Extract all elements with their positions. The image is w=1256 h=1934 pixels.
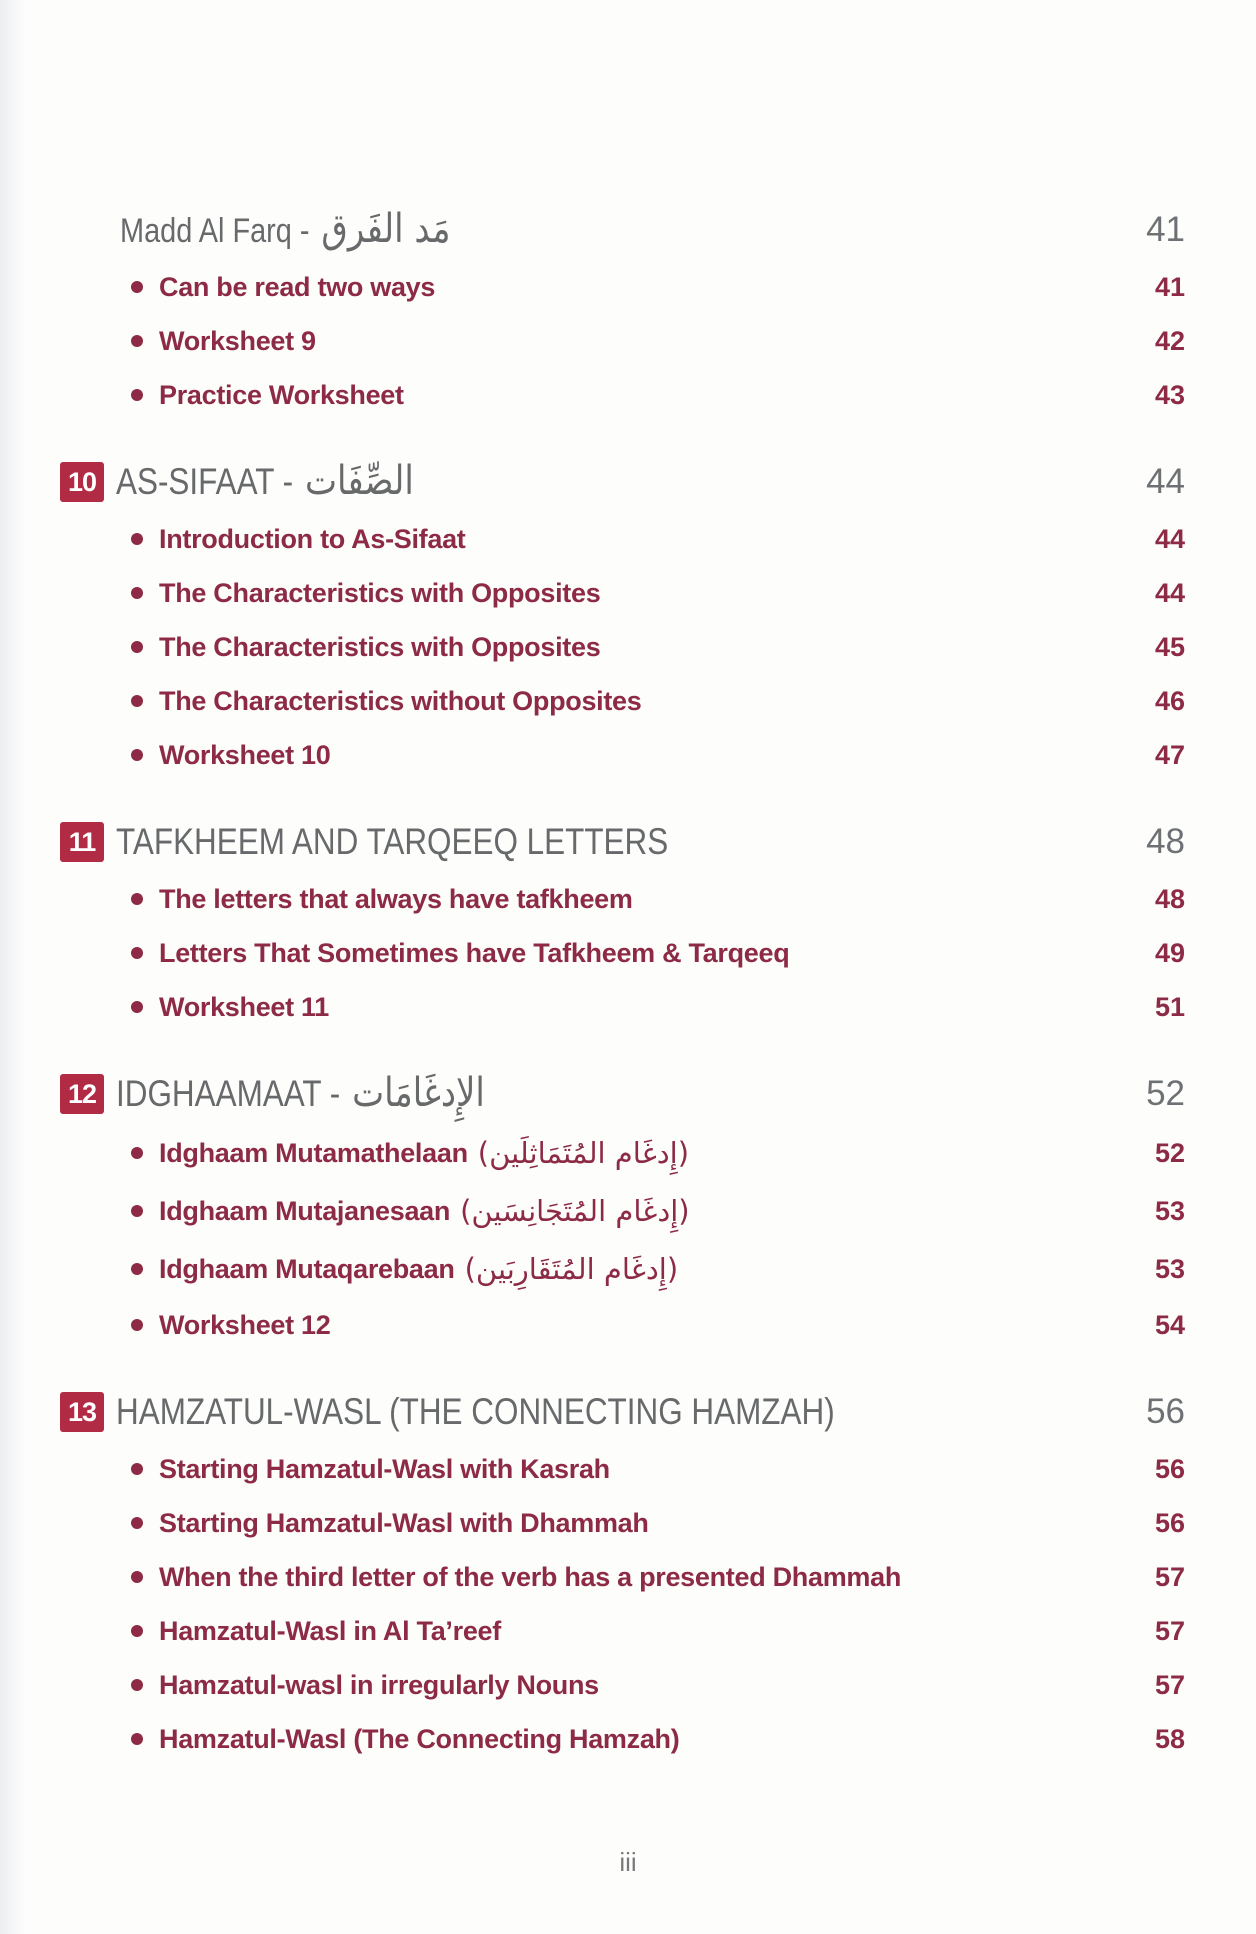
bullet-icon [131,389,143,401]
toc-entry-label: When the third letter of the verb has a presented Dhammah [159,1561,902,1592]
page-number: 53 [1154,1195,1185,1226]
page-number: 52 [1146,1074,1185,1113]
page-footer-folio: iii [619,1846,637,1877]
toc-entry [0,728,1256,782]
page-number: 42 [1154,325,1185,356]
subchapter-title-arabic: مَد الفَرق [321,206,451,252]
page-number: 58 [1154,1723,1185,1754]
bullet-icon [131,749,143,761]
toc-entry [0,1496,1256,1550]
toc-entry-label: Idghaam Mutamathelaan [159,1137,468,1168]
toc-entry [0,1240,1256,1298]
toc-section-idghaamaat [0,1064,1256,1352]
chapter-heading [0,812,1256,872]
toc-entry [0,1442,1256,1496]
toc-entry [0,512,1256,566]
page-number: 56 [1154,1507,1185,1538]
toc-entry [0,872,1256,926]
bullet-icon [131,587,143,599]
chapter-title-latin: HAMZATUL-WASL (THE CONNECTING HAMZAH) [116,1391,835,1432]
toc-section-madd-al-farq [0,200,1256,422]
bullet-icon [131,1571,143,1583]
bullet-icon [131,1205,143,1217]
page-number: 57 [1154,1669,1185,1700]
bullet-icon [131,1147,143,1159]
toc-entry-label: Worksheet 12 [159,1309,331,1340]
toc-entry [0,368,1256,422]
toc-entry-label: Hamzatul-Wasl in Al Ta’reef [159,1615,501,1646]
toc-entry [0,620,1256,674]
toc-entry [0,674,1256,728]
chapter-heading [0,1382,1256,1442]
toc-entry-label: Idghaam Mutaqarebaan [159,1253,455,1284]
bullet-icon [131,1263,143,1275]
bullet-icon [131,1625,143,1637]
bullet-icon [131,947,143,959]
bullet-icon [131,641,143,653]
bullet-icon [131,1679,143,1691]
toc-entry-label: Starting Hamzatul-Wasl with Kasrah [159,1453,610,1484]
toc-entry [0,260,1256,314]
chapter-heading [0,452,1256,512]
page-number: 51 [1154,991,1185,1022]
toc-entry [0,314,1256,368]
page-number: 48 [1146,822,1185,861]
page-number: 54 [1154,1309,1185,1340]
page-number: 45 [1154,631,1185,662]
chapter-title [116,1391,835,1433]
bullet-icon [131,1319,143,1331]
bullet-icon [131,893,143,905]
toc-entry-label: Can be read two ways [159,271,436,302]
subchapter-title-latin: Madd Al Farq - [120,212,310,250]
page-number: 41 [1154,271,1185,302]
page-number: 41 [1146,210,1185,249]
toc-entry [0,1550,1256,1604]
toc-entry-arabic: (إِدغَام المُتَجَانِسَين) [460,1193,690,1228]
toc-entry-arabic: (إِدغَام المُتَقَارِبَين) [464,1251,679,1286]
bullet-icon [131,533,143,545]
page-number: 43 [1154,379,1185,410]
toc-entry [0,1658,1256,1712]
page-number: 44 [1154,577,1185,608]
toc-entry [0,1298,1256,1352]
toc-entry-label: Hamzatul-wasl in irregularly Nouns [159,1669,599,1700]
toc-entry-label: The letters that always have tafkheem [159,883,633,914]
chapter-title [116,821,668,863]
subchapter-heading [0,200,1256,260]
bullet-icon [131,1001,143,1013]
page-number: 52 [1154,1137,1185,1168]
bullet-icon [131,281,143,293]
page-number: 53 [1154,1253,1185,1284]
chapter-number-badge: 12 [60,1074,104,1114]
page-number: 47 [1154,739,1185,770]
page-number: 44 [1146,462,1185,501]
page-number: 44 [1154,523,1185,554]
toc-entry-label: Worksheet 9 [159,325,316,356]
chapter-title-arabic: الإِدغَامَات [352,1070,485,1116]
bullet-icon [131,695,143,707]
toc-entry-label: The Characteristics with Opposites [159,631,601,662]
toc-entry-label: Worksheet 11 [159,991,329,1022]
toc-section-hamzatul-wasl [0,1382,1256,1766]
toc-section-as-sifaat [0,452,1256,782]
page-number: 56 [1154,1453,1185,1484]
chapter-number-badge: 11 [60,822,104,862]
bullet-icon [131,1463,143,1475]
toc-entry [0,1182,1256,1240]
toc-entry-label: The Characteristics with Opposites [159,577,601,608]
page-number: 56 [1146,1392,1185,1431]
chapter-title-latin: TAFKHEEM AND TARQEEQ LETTERS [116,821,669,862]
subchapter-title [120,206,451,252]
toc-entry [0,1712,1256,1766]
page-number: 57 [1154,1615,1185,1646]
page-number: 57 [1154,1561,1185,1592]
page-number: 49 [1154,937,1185,968]
chapter-title-latin: AS-SIFAAT - [116,461,294,502]
toc-entry [0,1124,1256,1182]
bullet-icon [131,1733,143,1745]
toc-entry [0,566,1256,620]
toc-entry-label: Worksheet 10 [159,739,331,770]
chapter-title [116,1070,485,1116]
toc-entry-label: Letters That Sometimes have Tafkheem & Tarqeeq [159,937,790,968]
toc-entry-label: The Characteristics without Opposites [159,685,642,716]
toc-section-tafkheem-tarqeeq [0,812,1256,1034]
toc-entry-label: Idghaam Mutajanesaan [159,1195,451,1226]
bullet-icon [131,1517,143,1529]
toc-entry-label: Introduction to As-Sifaat [159,523,466,554]
chapter-title-latin: IDGHAAMAAT - [116,1073,341,1114]
toc-entry-label: Hamzatul-Wasl (The Connecting Hamzah) [159,1723,680,1754]
toc-entry-label: Practice Worksheet [159,379,404,410]
bullet-icon [131,335,143,347]
page-number: 46 [1154,685,1185,716]
chapter-title [116,458,414,504]
toc-entry-arabic: (إِدغَام المُتَمَاثِلَين) [477,1135,690,1170]
toc-entry-label: Starting Hamzatul-Wasl with Dhammah [159,1507,649,1538]
chapter-number-badge: 13 [60,1392,104,1432]
chapter-title-arabic: الصِّفَات [304,458,414,504]
toc-entry [0,1604,1256,1658]
page-number: 48 [1154,883,1185,914]
chapter-number-badge: 10 [60,462,104,502]
toc-entry [0,980,1256,1034]
chapter-heading [0,1064,1256,1124]
toc-entry [0,926,1256,980]
